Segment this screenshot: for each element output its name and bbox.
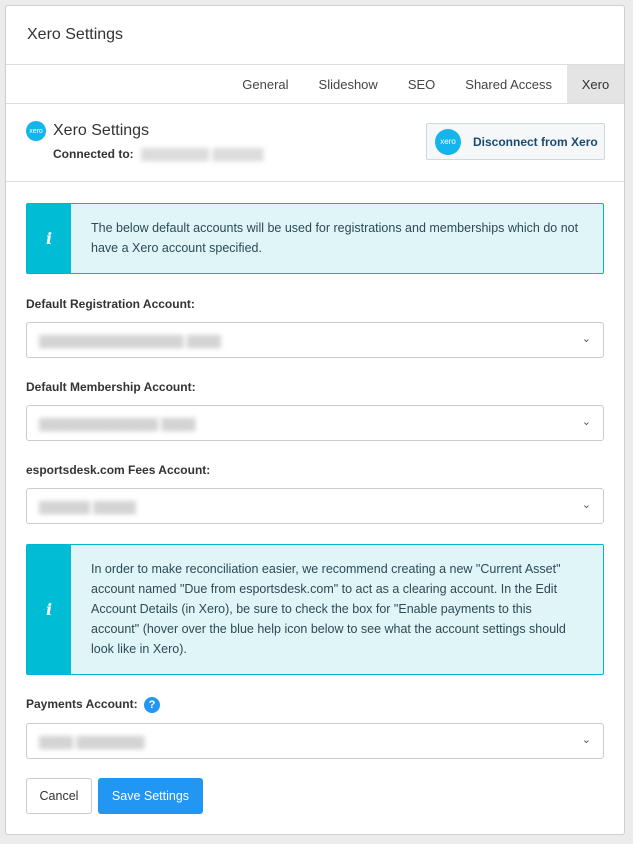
chevron-down-icon: ⌄	[581, 333, 591, 345]
select-value: ▒▒▒▒▒▒▒▒▒▒▒▒▒▒▒▒▒ ▒▒▒▒	[39, 334, 221, 348]
help-icon[interactable]: ?	[144, 697, 160, 713]
disconnect-xero-button[interactable]	[426, 123, 605, 160]
tab-shared-access[interactable]: Shared Access	[465, 76, 552, 92]
info-text: In order to make reconciliation easier, we recommend creating a new "Current Asset" account named "Due from esportsdesk.com" to act as a clearing account. In the Edit Account Details (in Xero), be sure to check the box for "Enable payments to this account" (hover over the blue help icon below to see what the account settings should look like in Xero).	[91, 562, 566, 656]
cancel-button[interactable]: Cancel	[26, 778, 92, 814]
chevron-down-icon: ⌄	[581, 499, 591, 511]
save-settings-button[interactable]: Save Settings	[98, 778, 203, 814]
connected-label: Connected to:	[53, 147, 134, 161]
info-default-accounts	[26, 203, 604, 274]
payments-account-select[interactable]	[26, 723, 604, 759]
info-icon: i	[27, 204, 71, 273]
tab-xero[interactable]: Xero	[567, 65, 624, 103]
membership-account-label: Default Membership Account:	[26, 380, 196, 394]
chevron-down-icon: ⌄	[581, 734, 591, 746]
connected-org-name: ▒▒▒▒▒▒▒▒ ▒▒▒▒▒▒	[141, 147, 264, 161]
xero-logo-icon: xero	[26, 121, 46, 141]
tab-slideshow[interactable]: Slideshow	[318, 76, 378, 92]
info-text: The below default accounts will be used for registrations and memberships which do not have a Xero account specified.	[91, 221, 579, 255]
tab-general[interactable]: General	[242, 76, 289, 92]
membership-account-select[interactable]	[26, 405, 604, 441]
disconnect-label: Disconnect from Xero	[473, 134, 598, 149]
chevron-down-icon: ⌄	[581, 416, 591, 428]
select-value: ▒▒▒▒▒▒ ▒▒▒▒▒	[39, 500, 136, 514]
xero-connection-header	[6, 104, 624, 182]
tab-seo[interactable]: SEO	[407, 76, 436, 92]
info-reconciliation	[26, 544, 604, 675]
select-value: ▒▒▒▒ ▒▒▒▒▒▒▒▒	[39, 735, 145, 749]
info-icon: i	[27, 545, 71, 674]
xero-settings-panel	[5, 5, 625, 835]
connected-to	[53, 147, 263, 161]
fees-account-label: esportsdesk.com Fees Account:	[26, 463, 211, 477]
select-value: ▒▒▒▒▒▒▒▒▒▒▒▒▒▒ ▒▒▒▒	[39, 417, 196, 431]
payments-label-text: Payments Account:	[26, 697, 138, 712]
xero-logo-icon: xero	[435, 129, 461, 155]
registration-account-select[interactable]	[26, 322, 604, 358]
payments-account-label	[26, 697, 160, 713]
registration-account-label: Default Registration Account:	[26, 297, 195, 311]
tab-bar	[6, 65, 624, 104]
panel-title: Xero Settings	[6, 6, 624, 65]
fees-account-select[interactable]	[26, 488, 604, 524]
xero-section-title: Xero Settings	[53, 122, 150, 139]
